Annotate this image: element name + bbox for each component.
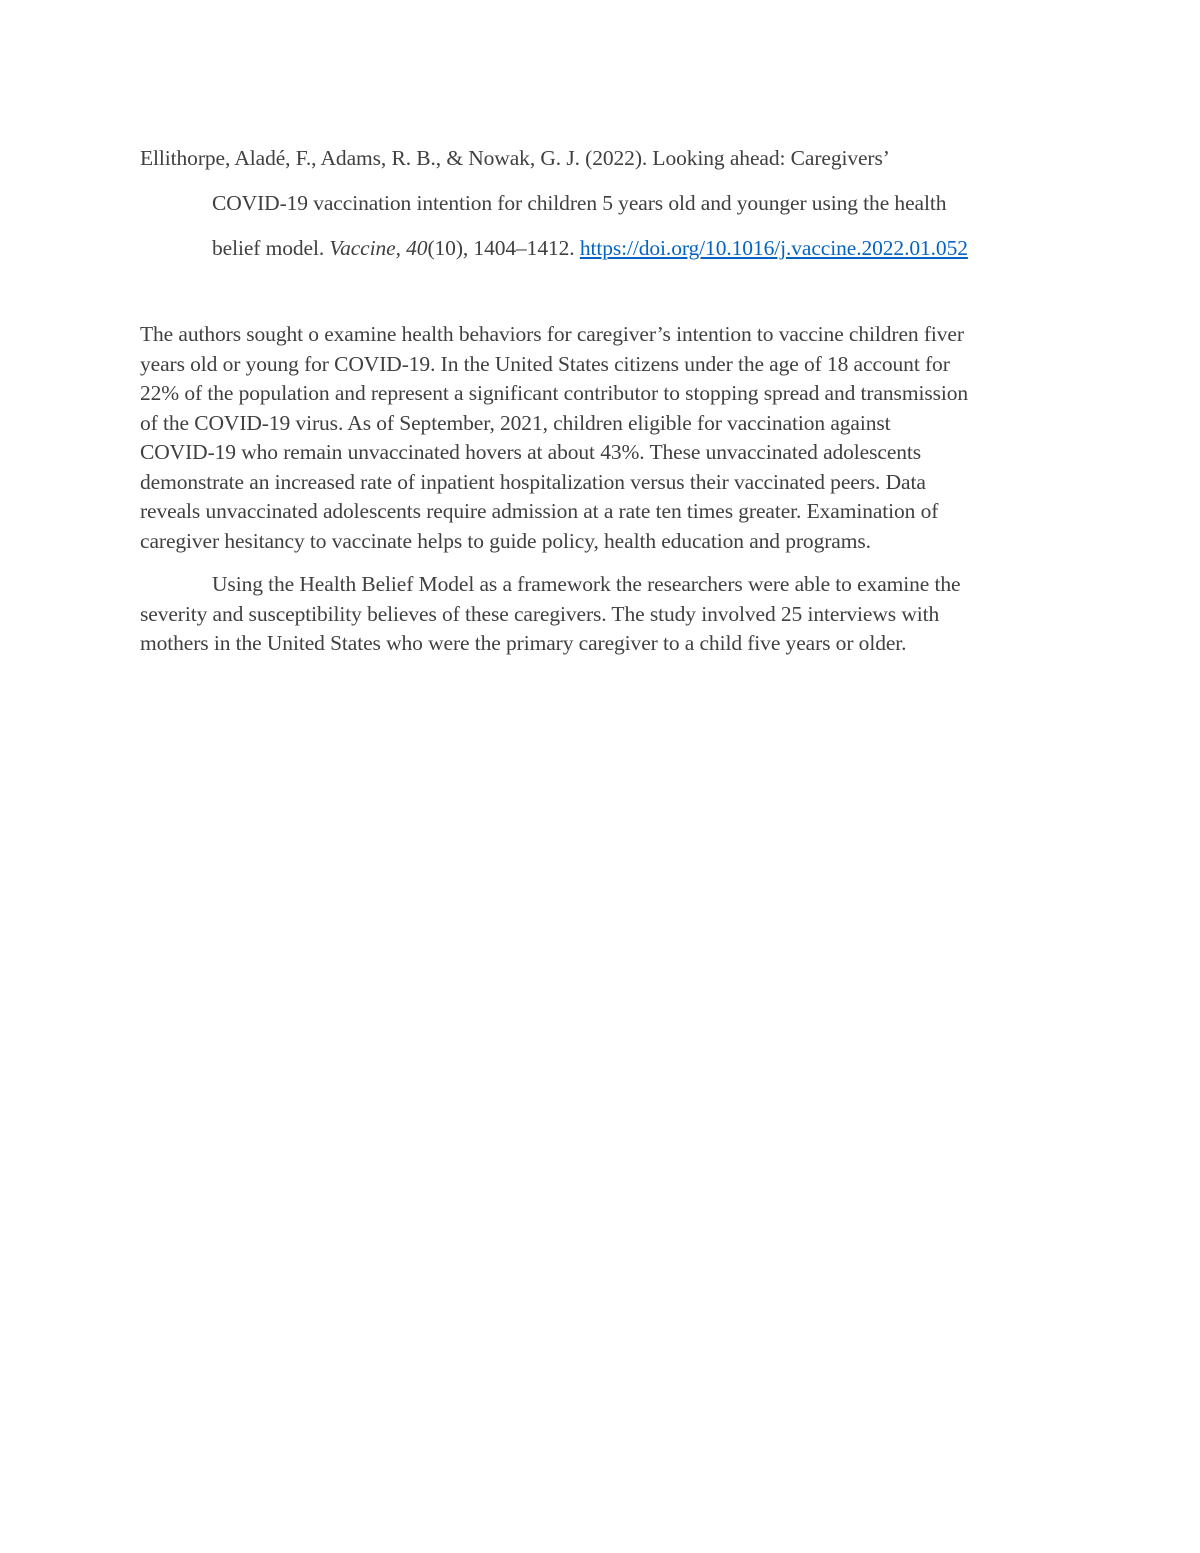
paragraph-2-line: severity and susceptibility believes of these caregivers. The study involved 25 interviews with (140, 601, 940, 626)
paragraph-1-line: demonstrate an increased rate of inpatient hospitalization versus their vaccinated peers. Data (140, 469, 926, 494)
paragraph-1-line: 22% of the population and represent a significant contributor to stopping spread and transmission (140, 381, 969, 405)
paragraph-1-line: caregiver hesitancy to vaccinate helps to guide policy, health education and programs. (140, 528, 871, 553)
summary-paragraph-2 (140, 570, 1070, 659)
citation-line-2: COVID-19 vaccination intention for children 5 years old and younger using the health (212, 191, 947, 215)
citation-comma: , (395, 236, 407, 260)
summary-body (140, 320, 1070, 673)
citation-issue-pages: (10), 1404–1412. (427, 236, 580, 260)
paragraph-1-line: COVID-19 who remain unvaccinated hovers at about 43%. These unvaccinated adolescents (140, 440, 922, 464)
citation-line-3 (140, 226, 1070, 271)
paragraph-2-line: mothers in the United States who were the primary caregiver to a child five years or older. (140, 631, 907, 655)
journal-name: Vaccine (329, 236, 396, 260)
citation-line-3-prefix: belief model. (212, 236, 330, 260)
reference-citation (140, 136, 1070, 271)
paragraph-1-line: reveals unvaccinated adolescents require admission at a rate ten times greater. Examination of (140, 499, 939, 523)
journal-volume: 40 (406, 236, 428, 260)
paragraph-2-line: Using the Health Belief Model as a framework the researchers were able to examine the (212, 572, 961, 596)
summary-paragraph-1 (140, 320, 1070, 556)
paragraph-1-line: of the COVID-19 virus. As of September, 2021, children eligible for vaccination against (140, 410, 891, 435)
paragraph-1-line: years old or young for COVID-19. In the United States citizens under the age of 18 account for (140, 351, 950, 376)
citation-line-1: Ellithorpe, Aladé, F., Adams, R. B., & Nowak, G. J. (2022). Looking ahead: Caregivers’ (140, 146, 890, 170)
doi-link[interactable]: https://doi.org/10.1016/j.vaccine.2022.01.052 (579, 236, 968, 260)
paragraph-1-line: The authors sought o examine health behaviors for caregiver’s intention to vaccine children fiver (140, 322, 964, 346)
